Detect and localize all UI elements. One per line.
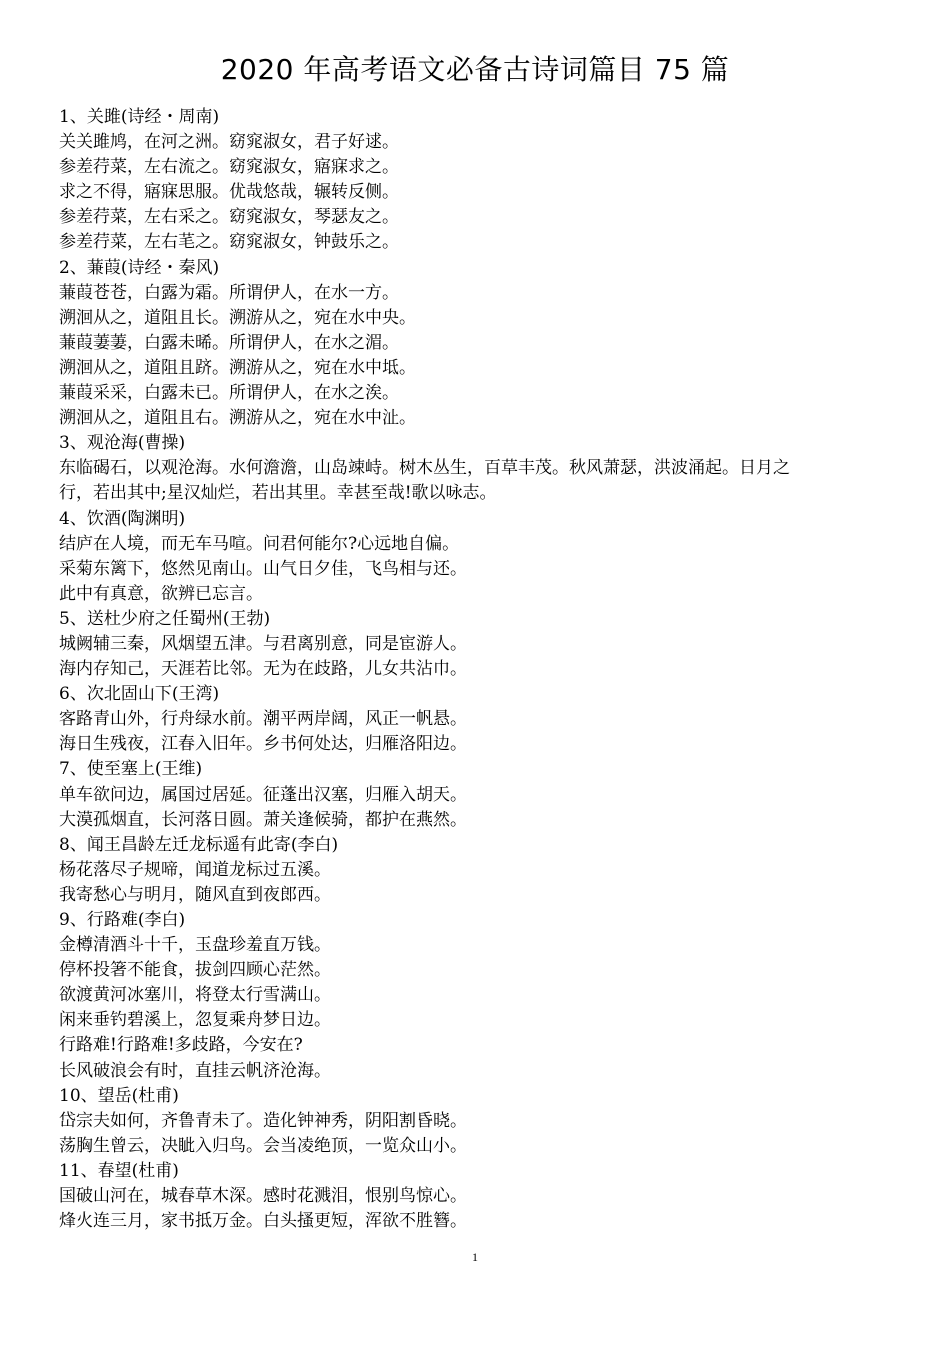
poem-line: 城阙辅三秦，风烟望五津。与君离别意，同是宦游人。: [59, 633, 467, 654]
poem-block: [59, 607, 899, 682]
poem-line: 客路青山外，行舟绿水前。潮平两岸阔，风正一帆悬。: [59, 709, 467, 730]
poem-block: [59, 1159, 899, 1234]
poem-line: 结庐在人境，而无车马喧。问君何能尔?心远地自偏。: [59, 533, 460, 554]
poem-block: [59, 431, 899, 506]
page-title: 2020 年高考语文必备古诗词篇目 75 篇: [220, 53, 730, 86]
poem-line: 荡胸生曾云，决眦入归鸟。会当凌绝顶，一览众山小。: [59, 1135, 467, 1156]
poem-line: 长风破浪会有时，直挂云帆济沧海。: [59, 1060, 331, 1081]
poem-block: [59, 908, 899, 1084]
poem-heading: 4、饮酒(陶渊明): [59, 508, 186, 529]
poem-heading: 2、蒹葭(诗经・秦风): [59, 257, 220, 278]
poem-line: 欲渡黄河冰塞川，将登太行雪满山。: [59, 985, 331, 1006]
poem-heading: 10、望岳(杜甫): [59, 1085, 179, 1106]
poem-line: 蒹葭采采，白露未已。所谓伊人，在水之涘。: [59, 383, 399, 404]
poem-block: [59, 507, 899, 607]
poem-line: 参差荇菜，左右采之。窈窕淑女，琴瑟友之。: [59, 207, 399, 228]
poem-line: 溯洄从之，道阻且长。溯游从之，宛在水中央。: [59, 307, 416, 328]
poem-line: 行，若出其中;星汉灿烂，若出其里。幸甚至哉!歌以咏志。: [59, 483, 497, 504]
poem-line: 求之不得，寤寐思服。优哉悠哉，辗转反侧。: [59, 182, 399, 203]
poem-line: 国破山河在，城春草木深。感时花溅泪，恨别鸟惊心。: [59, 1186, 467, 1207]
poem-line: 烽火连三月，家书抵万金。白头搔更短，浑欲不胜簪。: [59, 1211, 467, 1232]
poem-line: 岱宗夫如何，齐鲁青未了。造化钟神秀，阴阳割昏晓。: [59, 1110, 467, 1131]
poem-line: 单车欲问边，属国过居延。征蓬出汉塞，归雁入胡天。: [59, 784, 467, 805]
poem-line: 停杯投箸不能食，拔剑四顾心茫然。: [59, 960, 331, 981]
poem-heading: 8、闻王昌龄左迁龙标遥有此寄(李白): [59, 834, 339, 855]
poem-line: 关关雎鸠，在河之洲。窈窕淑女，君子好逑。: [59, 132, 399, 153]
poem-line: 行路难!行路难!多歧路，今安在?: [59, 1035, 303, 1056]
poem-heading: 11、春望(杜甫): [59, 1160, 179, 1181]
poem-list: [59, 105, 899, 1234]
poem-line: 海内存知己，天涯若比邻。无为在歧路，儿女共沾巾。: [59, 659, 467, 680]
poem-line: 杨花落尽子规啼，闻道龙标过五溪。: [59, 859, 331, 880]
poem-block: [59, 256, 899, 432]
poem-heading: 7、使至塞上(王维): [59, 759, 203, 780]
poem-line: 我寄愁心与明月，随风直到夜郎西。: [59, 884, 331, 905]
poem-line: 溯洄从之，道阻且右。溯游从之，宛在水中沚。: [59, 408, 416, 429]
poem-block: [59, 1084, 899, 1159]
poem-heading: 6、次北固山下(王湾): [59, 684, 220, 705]
poem-line: 参差荇菜，左右芼之。窈窕淑女，钟鼓乐之。: [59, 232, 399, 253]
poem-line: 采菊东篱下，悠然见南山。山气日夕佳，飞鸟相与还。: [59, 558, 467, 579]
poem-line: 蒹葭苍苍，白露为霜。所谓伊人，在水一方。: [59, 282, 399, 303]
poem-block: [59, 757, 899, 832]
poem-line: 蒹葭萋萋，白露未晞。所谓伊人，在水之湄。: [59, 332, 399, 353]
poem-block: [59, 682, 899, 757]
poem-line: 海日生残夜，江春入旧年。乡书何处达，归雁洛阳边。: [59, 734, 467, 755]
poem-line: 此中有真意，欲辨已忘言。: [59, 583, 263, 604]
poem-line: 大漠孤烟直，长河落日圆。萧关逢候骑，都护在燕然。: [59, 809, 467, 830]
poem-line: 东临碣石，以观沧海。水何澹澹，山岛竦峙。树木丛生，百草丰茂。秋风萧瑟，洪波涌起。日月之: [59, 458, 790, 479]
poem-line: 金樽清酒斗十千，玉盘珍羞直万钱。: [59, 935, 331, 956]
poem-line: 溯洄从之，道阻且跻。溯游从之，宛在水中坻。: [59, 357, 416, 378]
poem-block: [59, 833, 899, 908]
poem-heading: 1、关雎(诗经・周南): [59, 107, 220, 127]
poem-block: [59, 105, 899, 256]
poem-heading: 9、行路难(李白): [59, 910, 186, 930]
page-number: 1: [472, 1250, 478, 1264]
poem-heading: 5、送杜少府之任蜀州(王勃): [59, 608, 271, 629]
poem-line: 闲来垂钓碧溪上，忽复乘舟梦日边。: [59, 1010, 331, 1031]
poem-heading: 3、观沧海(曹操): [59, 433, 186, 454]
poem-line: 参差荇菜，左右流之。窈窕淑女，寤寐求之。: [59, 157, 399, 178]
